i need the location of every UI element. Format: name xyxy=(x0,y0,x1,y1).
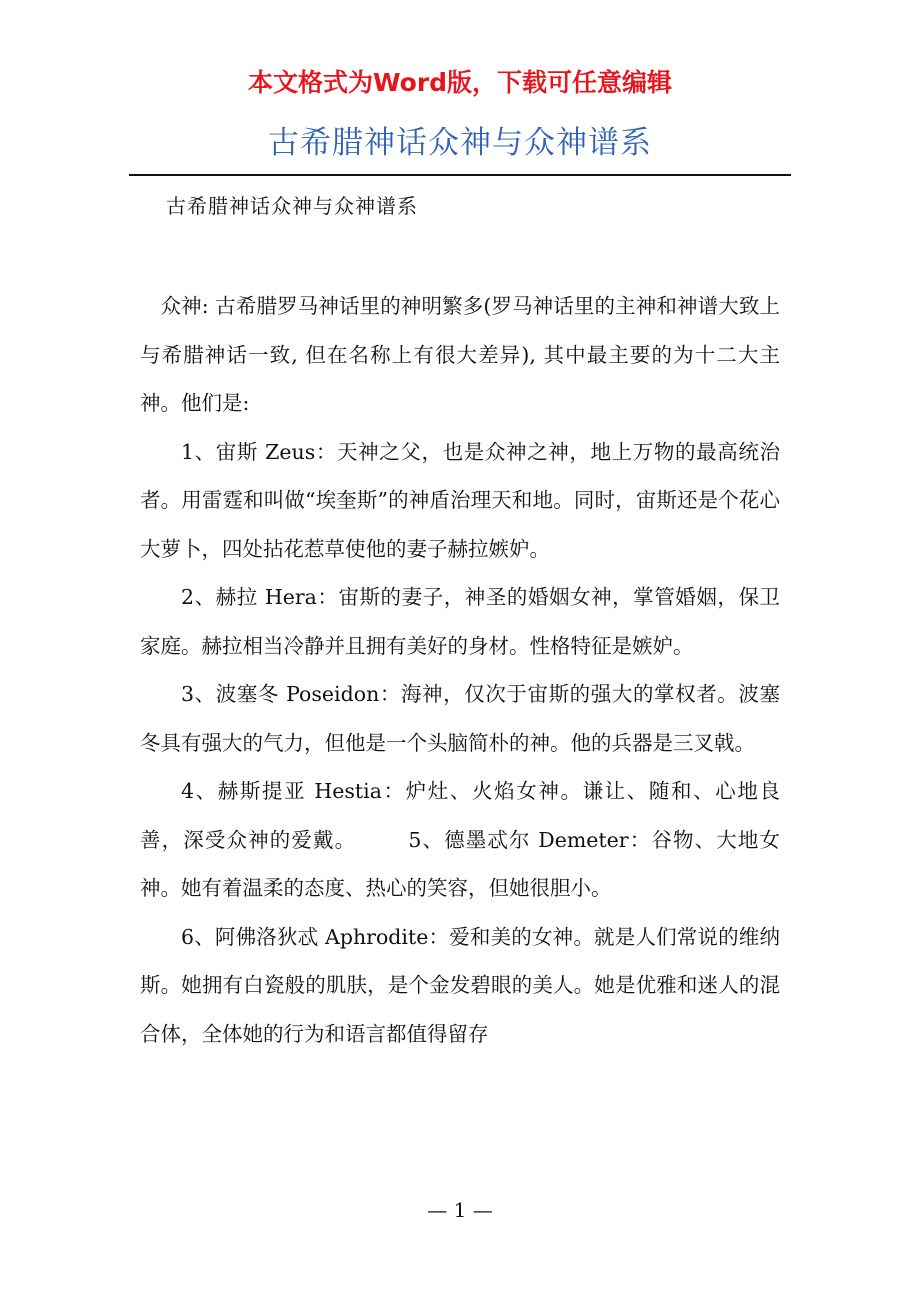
word-format-banner: 本文格式为Word版，下载可任意编辑 xyxy=(247,68,673,97)
hestia-text: 4、赫斯提亚 Hestia：炉灶、火焰女神。谦让、随和、心地良善，深受众神的爱戴。 xyxy=(140,779,780,852)
title-divider xyxy=(129,174,791,176)
aphrodite-paragraph: 6、阿佛洛狄忒 Aphrodite：爱和美的女神。就是人们常说的维纳斯。她拥有白瓷般的肌肤，是个金发碧眼的美人。她是优雅和迷人的混合体，全体她的行为和语言都值得留存 xyxy=(140,924,780,1046)
demeter-text: 5、德墨忒尔 Demeter：谷物、大地女神。她有着温柔的态度、热心的笑容，但她很胆小。 xyxy=(140,827,781,900)
zeus-paragraph: 1、宙斯 Zeus：天神之父，也是众神之神，地上万物的最高统治者。用雷霆和叫做“埃奎斯”的神盾治理天和地。同时，宙斯还是个花心大萝卜，四处拈花惹草使他的妻子赫拉嫉妒。 xyxy=(140,439,780,561)
page-number: — 1 — xyxy=(427,1198,493,1222)
page-title: 古希腊神话众神与众神谱系 xyxy=(268,125,652,161)
poseidon-paragraph: 3、波塞冬 Poseidon：海神，仅次于宙斯的强大的掌权者。波塞冬具有强大的气力，但他是一个头脑简朴的神。他的兵器是三叉戟。 xyxy=(140,682,780,755)
hestia-demeter-paragraph xyxy=(140,767,780,913)
intro-paragraph: 众神: 古希腊罗马神话里的神明繁多(罗马神话里的主神和神谱大致上与希腊神话一致, 但在名称上有很大差异), 其中最主要的为十二大主神。他们是: xyxy=(140,294,780,415)
hera-paragraph: 2、赫拉 Hera：宙斯的妻子，神圣的婚姻女神，掌管婚姻，保卫家庭。赫拉相当冷静并且拥有美好的身材。性格特征是嫉妒。 xyxy=(140,585,780,658)
document-subtitle: 古希腊神话众神与众神谱系 xyxy=(166,194,418,218)
document-body xyxy=(140,282,780,1058)
